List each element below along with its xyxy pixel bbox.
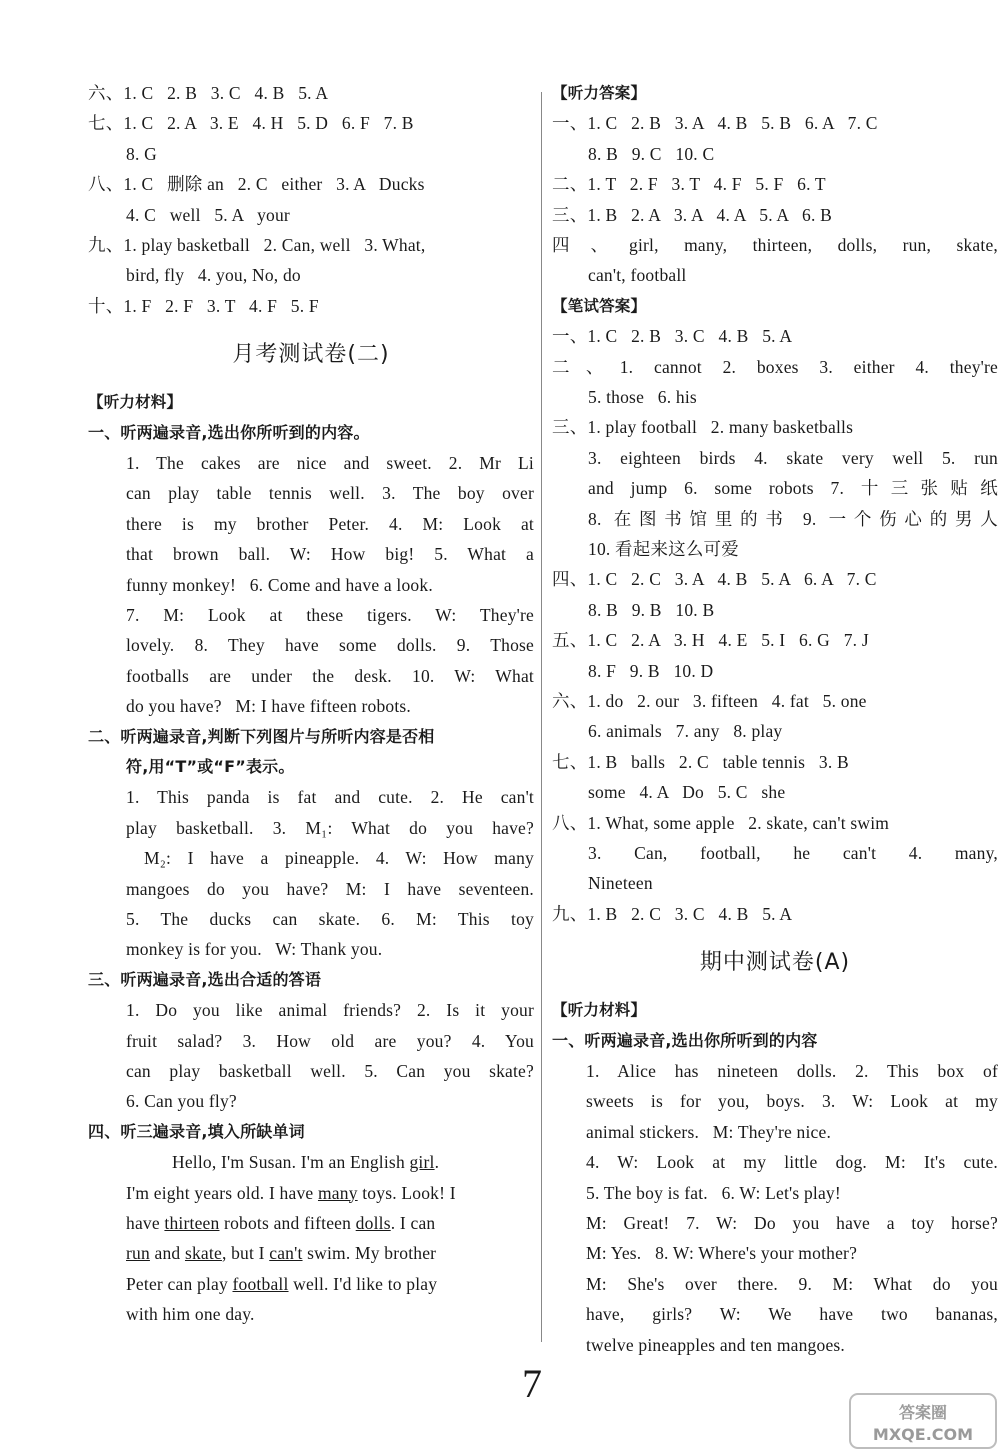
- listening-answers-block: [552, 108, 998, 290]
- question-heading: 一、听两遍录音,选出你所听到的内容: [552, 1030, 818, 1050]
- transcript-line: have, girls? W: We have two bananas,: [586, 1304, 998, 1325]
- answer-line: and jump 6. some robots 7. 十三张贴纸: [588, 478, 998, 499]
- answer-line: 九、1. play basketball 2. Can, well 3. What,: [88, 235, 426, 256]
- answer-line: 一、1. C 2. B 3. C 4. B 5. A: [552, 326, 793, 347]
- transcript-line: footballs are under the desk. 10. W: What: [126, 665, 534, 686]
- transcript-line: fruit salad? 3. How old are you? 4. You: [126, 1030, 534, 1051]
- transcript-line: 4. W: Look at my little dog. M: It's cute.: [586, 1152, 998, 1173]
- transcript-line: funny monkey! 6. Come and have a look.: [126, 574, 433, 595]
- blank-answer: football: [232, 1273, 289, 1294]
- answer-line: 5. those 6. his: [588, 387, 697, 408]
- answer-line: 八、1. C 删除 an 2. C either 3. A Ducks: [88, 174, 425, 195]
- answer-line: 七、1. C 2. A 3. E 4. H 5. D 6. F 7. B: [88, 113, 414, 134]
- answers-block: [88, 78, 534, 321]
- section-title: 期中测试卷(A): [699, 950, 851, 976]
- passage-text: robots and fifteen: [219, 1212, 356, 1233]
- right-column: [552, 78, 998, 1360]
- question-heading: 符,用“T”或“F”表示。: [126, 757, 295, 777]
- transcript-line: sweets is for you, boys. 3. W: Look at my: [586, 1091, 998, 1112]
- watermark-logo-icon: [848, 1392, 998, 1450]
- answer-line: can't, football: [588, 265, 687, 286]
- transcript-line: 1. This panda is fat and cute. 2. He can't: [126, 787, 534, 808]
- transcript-line: there is my brother Peter. 4. M: Look at: [126, 513, 534, 534]
- answer-line: 四、1. C 2. C 3. A 4. B 5. A 6. A 7. C: [552, 569, 877, 590]
- passage-text: swim. My brother: [302, 1243, 437, 1264]
- passage-text: I'm eight years old. I have: [126, 1182, 318, 1203]
- listening-material-tag: 【听力材料】: [552, 1001, 647, 1020]
- transcript-line: that brown ball. W: How big! 5. What a: [126, 544, 534, 565]
- transcript-line: do you have? M: I have fifteen robots.: [126, 696, 412, 717]
- blank-answer: skate: [184, 1243, 222, 1264]
- transcript-line: 1. The cakes are nice and sweet. 2. Mr Li: [126, 453, 534, 474]
- answer-line: Nineteen: [588, 873, 653, 894]
- blank-answer: run: [126, 1243, 150, 1264]
- passage-text: .: [434, 1152, 440, 1173]
- transcript-block: [88, 448, 534, 722]
- transcript-line: monkey is for you. W: Thank you.: [126, 939, 383, 960]
- transcript-line: lovely. 8. They have some dolls. 9. Those: [126, 635, 534, 656]
- watermark-text-bottom: MXQE.COM: [872, 1425, 974, 1444]
- transcript-line: 5. The ducks can skate. 6. M: This toy: [126, 908, 534, 929]
- answer-line: some 4. A Do 5. C she: [588, 782, 786, 803]
- transcript-line: twelve pineapples and ten mangoes.: [586, 1334, 846, 1355]
- transcript-line: M₂: I have a pineapple. 4. W: How many: [144, 848, 534, 869]
- answer-line: bird, fly 4. you, No, do: [126, 265, 301, 286]
- transcript-line: mangoes do you have? M: I have seventeen.: [126, 878, 534, 899]
- blank-answer: dolls: [355, 1212, 391, 1233]
- transcript-line: M: Yes. 8. W: Where's your mother?: [586, 1243, 858, 1264]
- transcript-line: 5. The boy is fat. 6. W: Let's play!: [586, 1182, 841, 1203]
- transcript-line: can play table tennis well. 3. The boy over: [126, 483, 534, 504]
- answer-line: 三、1. B 2. A 3. A 4. A 5. A 6. B: [552, 204, 832, 225]
- passage-text: toys. Look! I: [357, 1182, 456, 1203]
- passage-line: [126, 1208, 534, 1238]
- transcript-line: M: Great! 7. W: Do you have a toy horse?: [586, 1213, 998, 1234]
- answer-line: 10. 看起来这么可爱: [588, 539, 739, 560]
- transcript-block: [552, 1056, 998, 1360]
- passage-text: well. I'd like to play: [288, 1273, 438, 1294]
- answer-line: 二、1. cannot 2. boxes 3. either 4. they're: [552, 356, 998, 377]
- answer-line: 8. 在图书馆里的书 9. 一个伤心的男人: [588, 508, 998, 529]
- passage-line: [126, 1147, 534, 1177]
- passage-text: have: [126, 1212, 165, 1233]
- answer-line: 四、girl, many, thirteen, dolls, run, skate,: [552, 235, 998, 256]
- transcript-block: [88, 995, 534, 1117]
- transcript-line: 7. M: Look at these tigers. W: They're: [126, 605, 534, 626]
- question-heading: 一、听两遍录音,选出你所听到的内容。: [88, 422, 370, 442]
- passage-line: with him one day.: [126, 1304, 255, 1325]
- answer-line: 六、1. C 2. B 3. C 4. B 5. A: [88, 83, 329, 103]
- transcript-line: play basketball. 3. M₁: What do you have?: [126, 817, 534, 838]
- listening-answers-tag: 【听力答案】: [552, 84, 647, 102]
- answer-line: 八、1. What, some apple 2. skate, can't swim: [552, 812, 890, 833]
- passage-line: [126, 1178, 534, 1208]
- transcript-line: M: She's over there. 9. M: What do you: [586, 1273, 998, 1294]
- answer-line: 一、1. C 2. B 3. A 4. B 5. B 6. A 7. C: [552, 113, 878, 134]
- answer-line: 8. B 9. B 10. B: [588, 599, 715, 620]
- answer-line: 三、1. play football 2. many basketballs: [552, 417, 854, 438]
- page-number: 7: [522, 1361, 542, 1406]
- passage-text: Hello, I'm Susan. I'm an English: [172, 1152, 410, 1173]
- answer-line: 8. F 9. B 10. D: [588, 660, 714, 681]
- blank-answer: girl: [409, 1152, 435, 1173]
- section-title: 月考测试卷(二): [232, 342, 390, 368]
- cloze-passage: [88, 1147, 534, 1329]
- passage-text: and: [149, 1243, 185, 1264]
- watermark-text-top: 答案圈: [898, 1403, 948, 1422]
- answer-line: 六、1. do 2. our 3. fifteen 4. fat 5. one: [552, 691, 867, 712]
- blank-answer: can't: [269, 1243, 303, 1264]
- answer-line: 8. B 9. C 10. C: [588, 143, 715, 164]
- passage-text: . I can: [390, 1212, 436, 1233]
- transcript-line: 6. Can you fly?: [126, 1091, 237, 1112]
- transcript-line: 1. Alice has nineteen dolls. 2. This box of: [586, 1061, 998, 1082]
- transcript-line: 1. Do you like animal friends? 2. Is it your: [126, 1000, 534, 1021]
- blank-answer: thirteen: [164, 1212, 220, 1233]
- written-answers-block: [552, 321, 998, 929]
- transcript-line: can play basketball well. 5. Can you skate?: [126, 1060, 534, 1081]
- answer-line: 4. C well 5. A your: [126, 204, 290, 225]
- answer-line: 6. animals 7. any 8. play: [588, 721, 783, 742]
- passage-text: , but I: [221, 1243, 270, 1264]
- question-heading: 三、听两遍录音,选出合适的答语: [88, 969, 322, 989]
- answer-line: 十、1. F 2. F 3. T 4. F 5. F: [88, 295, 319, 316]
- column-divider: [541, 92, 542, 1342]
- passage-line: [126, 1269, 534, 1299]
- answer-line: 3. eighteen birds 4. skate very well 5. run: [588, 447, 998, 468]
- answer-line: 3. Can, football, he can't 4. many,: [588, 843, 998, 864]
- answer-line: 8. G: [126, 143, 157, 164]
- question-heading: 四、听三遍录音,填入所缺单词: [88, 1121, 305, 1141]
- written-answers-tag: 【笔试答案】: [552, 296, 647, 315]
- answer-line: 二、1. T 2. F 3. T 4. F 5. F 6. T: [552, 174, 826, 195]
- transcript-line: animal stickers. M: They're nice.: [586, 1121, 832, 1142]
- blank-answer: many: [317, 1182, 358, 1203]
- transcript-block: [88, 782, 534, 964]
- listening-material-tag: 【听力材料】: [88, 393, 183, 412]
- passage-line: [126, 1238, 534, 1268]
- answer-line: 九、1. B 2. C 3. C 4. B 5. A: [552, 903, 793, 924]
- passage-text: Peter can play: [126, 1273, 233, 1294]
- left-column: [88, 78, 534, 1330]
- question-heading: 二、听两遍录音,判断下列图片与所听内容是否相: [88, 726, 435, 746]
- answer-line: 五、1. C 2. A 3. H 4. E 5. I 6. G 7. J: [552, 630, 869, 651]
- answer-line: 七、1. B balls 2. C table tennis 3. B: [552, 751, 849, 772]
